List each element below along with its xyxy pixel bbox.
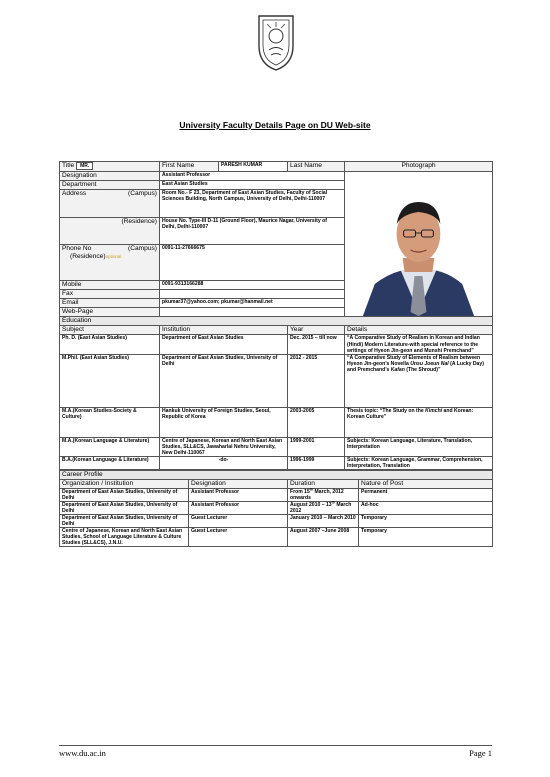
career-header-designation: Designation [189, 479, 288, 488]
phone-campus-value: 0091-11-27666675 [162, 245, 205, 251]
designation-label: Designation [60, 172, 160, 181]
career-nature: Temporary [359, 528, 493, 547]
career-header-organization: Organization / Institution [60, 479, 189, 488]
education-header-subject: Subject [60, 326, 160, 335]
web-page-value [160, 307, 345, 316]
table-row [60, 488, 493, 501]
mobile-label: Mobile [60, 280, 160, 289]
career-duration: August 2007 –June 2008 [288, 528, 359, 547]
details-text: and Korean: Korean Culture” [347, 407, 474, 420]
last-name-label: Last Name [288, 162, 345, 172]
phone-value-cell [160, 245, 345, 281]
faculty-details-form [59, 161, 492, 547]
phone-campus-label: (Campus) [128, 245, 157, 252]
campus-label: (Campus) [128, 190, 157, 197]
duration-text: March 2012 [290, 501, 352, 514]
table-row [60, 528, 493, 547]
education-subject: Ph. D. (East Asian Studies) [60, 335, 160, 354]
education-subject: M.Phil. (East Asian Studies) [60, 354, 160, 407]
details-italic: Unsu Joeun Nal [410, 360, 449, 367]
duration-text: March, 2012 onwards [290, 488, 344, 501]
education-header-institution: Institution [160, 326, 288, 335]
details-text: Thesis topic: “The Study on the [347, 407, 426, 414]
career-section-title: Career Profile [60, 470, 493, 479]
education-header-year: Year [288, 326, 345, 335]
career-organization: Centre of Japanese, Korean and North East Asian Studies, School of Language Literature & Culture Studies (SLL&CS), J.N.U. [60, 528, 189, 547]
university-seal-logo [253, 12, 299, 74]
education-details [345, 354, 493, 407]
education-year: 1999-2001 [288, 437, 345, 456]
career-nature: Ad-hoc [359, 501, 493, 514]
title-label-text: Title [62, 162, 75, 169]
photograph-cell [345, 172, 493, 317]
education-year: 2003-2005 [288, 407, 345, 437]
email-value: pkumar37@yahoo.com; pkumar@hanmail.net [160, 298, 345, 307]
education-year: 1996-1999 [288, 456, 345, 469]
education-details: “A Comparative Study of Realism in Korean and Indian (Hindi) Modern Literature-with special reference to the writings of Hyeon Jin-geon and Munshi Premchand” [345, 335, 493, 354]
career-header-nature: Nature of Post [359, 479, 493, 488]
career-organization: Department of East Asian Studies, University of Delhi [60, 514, 189, 527]
designation-value: Assistant Professor [160, 172, 345, 181]
career-duration: January 2010 – March 2010 [288, 514, 359, 527]
education-institution: Centre of Japanese, Korean and North East Asian Studies, SLL&CS, Jawaharlal Nehru University, New Delhi-110067 [160, 437, 288, 456]
education-year: Dec. 2015 – till now [288, 335, 345, 354]
career-duration [288, 501, 359, 514]
education-institution: Department of East Asian Studies [160, 335, 288, 354]
duration-sup: th [331, 500, 335, 505]
table-row [60, 456, 493, 469]
career-designation: Guest Lecturer [189, 514, 288, 527]
education-subject: B.A.(Korean Language & Literature) [60, 456, 160, 469]
education-details: Subjects: Korean Language, Literature, Translation, Interpretation [345, 437, 493, 456]
table-row [60, 501, 493, 514]
faculty-photo [345, 172, 492, 316]
career-organization: Department of East Asian Studies, University of Delhi [60, 501, 189, 514]
phone-residence-label: (Residence) [70, 253, 106, 260]
education-institution: Hankuk University of Foreign Studies, Seoul, Republic of Korea [160, 407, 288, 437]
career-header-duration: Duration [288, 479, 359, 488]
optional-note: optional [105, 254, 122, 259]
title-row [60, 162, 493, 172]
career-table [59, 470, 493, 548]
education-section-title: Education [60, 317, 493, 326]
address-residence-value: House No. Type-III D-11 (Ground Floor), Maurice Nagar, University of Delhi, Delhi-110007 [160, 217, 345, 245]
details-text: (The Shroud)” [404, 366, 441, 373]
personal-details-table [59, 161, 493, 317]
duration-text: August 2010 – 13 [290, 501, 332, 508]
career-nature: Temporary [359, 514, 493, 527]
web-page-label: Web-Page [60, 307, 160, 316]
education-subject: M.A.(Korean Language & Literature) [60, 437, 160, 456]
education-subject: M.A.(Korean Studies-Society & Culture) [60, 407, 160, 437]
first-name-label: First Name [160, 162, 219, 172]
footer-divider [59, 745, 492, 746]
education-details: Subjects: Korean Language, Grammar, Comprehension, Interpretation, Translation [345, 456, 493, 469]
details-text: “A Comparative Study of Elements of Realism between Hyeon Jin-geon’s Novella [347, 354, 481, 367]
fax-label: Fax [60, 289, 160, 298]
table-row [60, 407, 493, 437]
address-campus-value: Room No.- F 23, Department of East Asian Studies, Faculty of Social Sciences Building, North Campus, University of Delhi, Delhi-110007 [160, 190, 345, 218]
page-title: University Faculty Details Page on DU Web-site [179, 120, 371, 130]
fax-value [160, 289, 345, 298]
education-institution: -do- [160, 456, 288, 469]
table-row [60, 514, 493, 527]
career-designation: Assistant Professor [189, 501, 288, 514]
address-campus-label [60, 190, 160, 218]
department-label: Department [60, 181, 160, 190]
career-designation: Assistant Professor [189, 488, 288, 501]
title-label [60, 162, 160, 172]
department-value: East Asian Studies [160, 181, 345, 190]
footer-website: www.du.ac.in [59, 748, 106, 758]
education-header-details: Details [345, 326, 493, 335]
table-row [60, 354, 493, 407]
mobile-value: 0091-9313166288 [160, 280, 345, 289]
details-italic: Kimchi [425, 407, 443, 414]
first-name-value: PARESH KUMAR [219, 162, 288, 172]
education-table [59, 316, 493, 470]
photograph-label: Photograph [345, 162, 493, 172]
phone-label-cell [60, 245, 160, 281]
career-nature: Permanent [359, 488, 493, 501]
details-italic: Kafan [390, 366, 405, 373]
title-value: MR. [76, 162, 93, 170]
details-text: (A Lucky Day) and Premchand’s [347, 360, 484, 373]
career-duration [288, 488, 359, 501]
table-row [60, 335, 493, 354]
education-year: 2012 - 2015 [288, 354, 345, 407]
career-designation: Guest Lecturer [189, 528, 288, 547]
email-label: Email [60, 298, 160, 307]
duration-text: From 15 [290, 488, 310, 495]
duration-sup: th [309, 486, 314, 491]
education-institution: Department of East Asian Studies, University of Delhi [160, 354, 288, 407]
address-label: Address [62, 190, 87, 197]
phone-label: Phone No [62, 245, 92, 252]
footer-page-number: Page 1 [469, 748, 492, 758]
table-row [60, 437, 493, 456]
education-details [345, 407, 493, 437]
career-organization: Department of East Asian Studies, University of Delhi [60, 488, 189, 501]
address-residence-label: (Residence) [60, 217, 160, 245]
